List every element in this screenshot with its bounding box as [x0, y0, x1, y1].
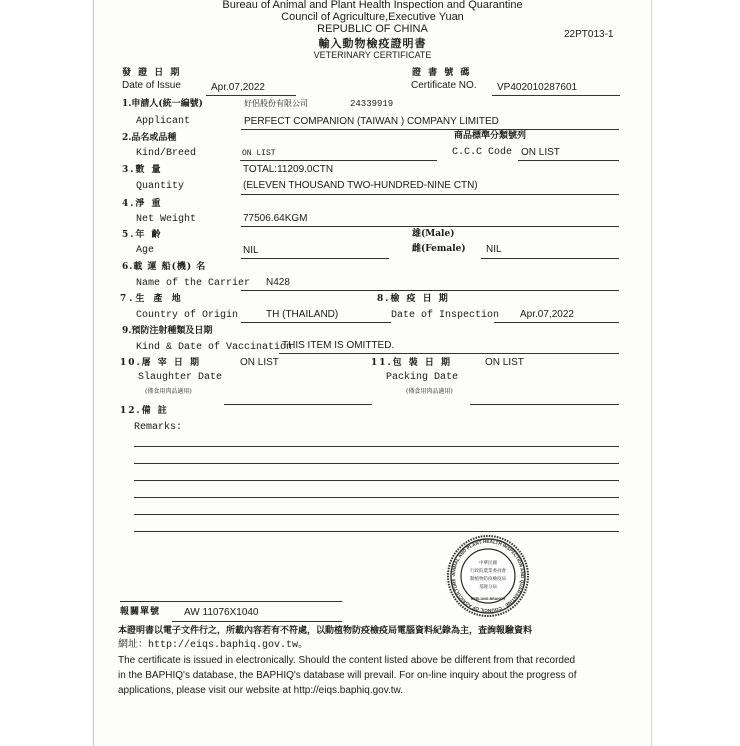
ccc-label-zh: 商品標準分類號列	[454, 131, 527, 141]
remarks-line-6	[134, 531, 619, 532]
quantity-value: TOTAL:11209.0CTN	[243, 164, 334, 175]
seal-ring-text: ANIMAL AND PLANT HEALTH INSPECTION AND QUARANTINE · COUNCIL OF AGRICULTURE ·	[450, 538, 526, 614]
carrier-label-en: Name of the Carrier	[136, 278, 251, 289]
customs-underline	[172, 621, 342, 622]
carrier-label-zh: 6.載 運 船(機) 名	[122, 262, 207, 272]
age-label-en: Age	[136, 245, 155, 256]
footer-en-line-3: applications, please visit our website at http://eiqs.baphiq.gov.tw.	[118, 685, 403, 696]
origin-label-en: Country of Origin	[136, 310, 239, 321]
origin-underline	[241, 322, 391, 323]
kind-value: ON LIST	[242, 149, 276, 158]
packing-label-zh: 11.包 裝 日 期	[371, 358, 453, 368]
footer-en-line-1: The certificate is issued in electronically. Should the content listed above be different from that recorded	[118, 655, 576, 666]
council-name: Council of Agriculture,Executive Yuan	[281, 11, 464, 23]
inspection-label-en: Date of Inspection	[391, 310, 500, 321]
seal-center-line-4: 基隆分局	[479, 585, 497, 590]
packing-value: ON LIST	[485, 357, 524, 368]
issue-date-value: Apr.07,2022	[211, 82, 265, 93]
packing-note: (僅食用肉品適用)	[406, 388, 453, 395]
applicant-label-zh: 1.申請人(統一編號)	[122, 99, 203, 109]
certificate-no-value: VP402010287601	[497, 82, 578, 93]
ccc-value: ON LIST	[521, 147, 560, 158]
male-label: 雄(Male)	[412, 229, 455, 239]
net-weight-label-zh: 4.淨 重	[122, 199, 163, 209]
seal-center-line-2: 行政院農業委員會	[470, 569, 506, 574]
ccc-underline	[518, 160, 619, 161]
slaughter-label-en: Slaughter Date	[138, 372, 223, 383]
applicant-label-en: Applicant	[136, 116, 191, 127]
issue-label-en: Date of Issue	[122, 80, 181, 91]
certificate-no-label-en: Certificate NO.	[411, 80, 477, 91]
age-label-zh: 5.年 齡	[122, 230, 163, 240]
sex-value: NIL	[486, 244, 502, 255]
age-underline	[241, 258, 389, 259]
issue-label-zh: 發 證 日 期	[122, 68, 182, 78]
slaughter-underline	[224, 404, 372, 405]
footer-zh-line-2: 網址：http://eiqs.baphiq.gov.tw。	[118, 640, 309, 651]
vaccination-label-zh: 9.預防注射種類及日期	[122, 326, 213, 336]
quantity-label-en: Quantity	[136, 181, 185, 192]
official-seal	[446, 534, 530, 618]
bureau-name: Bureau of Animal and Plant Health Inspection and Quarantine	[222, 0, 523, 11]
net-weight-underline	[241, 226, 619, 227]
quantity-underline	[241, 194, 619, 195]
form-code: 22PT013-1	[564, 29, 614, 40]
seal-inner-ring	[461, 549, 515, 603]
carrier-value: N428	[266, 277, 290, 288]
title-en: VETERINARY CERTIFICATE	[313, 50, 432, 60]
certificate-no-underline	[492, 95, 620, 96]
veterinary-certificate	[93, 0, 652, 746]
female-label: 雌(Female)	[412, 244, 466, 254]
footer-en-line-2: in the BAPHIQ's database, the BAPHIQ's database will prevail. For on-line inquiry about the progress of	[118, 670, 577, 681]
remarks-line-1	[134, 446, 619, 447]
footer-zh-line-1: 本證明書以電子文件行之，所載內容若有不符處，以動植物防疫檢疫局電腦資料紀錄為主，查詢報驗資料	[118, 626, 533, 636]
applicant-name-zh: 好侶股份有限公司	[244, 99, 308, 108]
vaccination-value: THIS ITEM IS OMITTED.	[282, 340, 395, 351]
net-weight-label-en: Net Weight	[136, 214, 197, 225]
ccc-label-en: C.C.C Code	[452, 147, 513, 158]
sex-underline	[481, 258, 619, 259]
slaughter-label-zh: 10.屠 宰 日 期	[120, 358, 202, 368]
certificate-no-label-zh: 證 書 號 碼	[412, 68, 472, 78]
seal-bottom-text: KEELUNG BRANCH	[470, 597, 506, 601]
age-value: NIL	[243, 245, 259, 256]
remarks-label-zh: 12.備 註	[120, 406, 169, 416]
title-zh: 輸入動物檢疫證明書	[318, 37, 427, 50]
remarks-line-3	[134, 480, 619, 481]
carrier-underline	[241, 290, 619, 291]
inspection-underline	[494, 322, 619, 323]
inspection-value: Apr.07,2022	[520, 309, 574, 320]
net-weight-value: 77506.64KGM	[243, 213, 308, 224]
country-name: REPUBLIC OF CHINA	[317, 23, 428, 35]
origin-label-zh: 7.生 產 地	[120, 294, 184, 304]
quantity-label-zh: 3.數 量	[122, 165, 163, 175]
remarks-line-4	[134, 497, 619, 498]
customs-label-zh: 報關單號	[120, 607, 161, 617]
quantity-value-words: (ELEVEN THOUSAND TWO-HUNDRED-NINE CTN)	[243, 180, 478, 191]
kind-underline	[240, 160, 437, 161]
issue-date-underline	[206, 95, 296, 96]
kind-label-zh: 2.品名或品種	[122, 133, 177, 143]
applicant-name-en: PERFECT COMPANION (TAIWAN ) COMPANY LIMITED	[244, 116, 499, 127]
applicant-tax-id: 24339919	[350, 99, 394, 109]
inspection-label-zh: 8.檢 疫 日 期	[377, 294, 450, 304]
slaughter-value: ON LIST	[240, 357, 279, 368]
vaccination-label-en: Kind & Date of Vaccination	[136, 342, 293, 353]
customs-top-line	[120, 601, 342, 602]
remarks-label-en: Remarks:	[134, 422, 183, 433]
remarks-line-5	[134, 514, 619, 515]
seal-center-line-3: 動植物防疫檢疫局	[470, 577, 506, 582]
seal-center-line-1: 中華民國	[479, 561, 497, 566]
packing-label-en: Packing Date	[386, 372, 459, 383]
origin-value: TH (THAILAND)	[266, 309, 339, 320]
vaccination-underline	[279, 353, 619, 354]
remarks-line-2	[134, 463, 619, 464]
applicant-underline	[241, 129, 619, 130]
packing-underline	[470, 404, 619, 405]
customs-value: AW 11076X1040	[184, 607, 259, 618]
slaughter-note: (僅食用肉品適用)	[145, 388, 192, 395]
kind-label-en: Kind/Breed	[136, 148, 197, 159]
